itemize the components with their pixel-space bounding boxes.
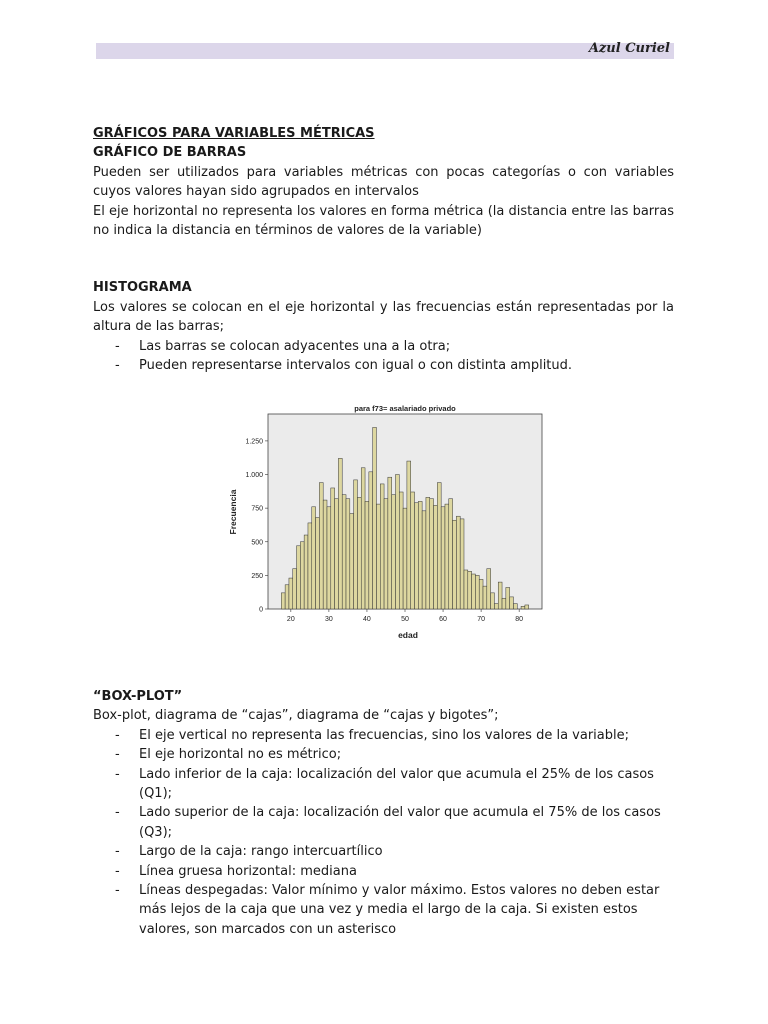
x-tick-label: 20: [286, 616, 295, 623]
histogram-bar: [437, 483, 441, 609]
histogram-bar: [338, 458, 342, 609]
section-subtitle-bar-chart: GRÁFICO DE BARRAS: [93, 145, 247, 161]
histogram-bar: [521, 606, 525, 609]
histogram-bar: [316, 518, 320, 609]
x-tick-label: 50: [401, 616, 409, 623]
histogram-bar: [323, 500, 327, 609]
y-tick-label: 250: [251, 572, 263, 580]
histogram-bar: [475, 575, 479, 609]
list-item: - Lado superior de la caja: localización del valor que acumula el 75% de los casos (Q3);: [93, 803, 674, 842]
section-title-metric-graphs: GRÁFICOS PARA VARIABLES MÉTRICAS: [93, 126, 375, 141]
histogram-bar: [453, 520, 457, 609]
histogram-svg: [222, 400, 544, 646]
y-axis-ticks: [245, 438, 268, 613]
chart-title: para f73= asalariado privado: [354, 404, 456, 413]
y-tick-label: 0: [259, 606, 263, 614]
histogram-bar: [407, 461, 411, 609]
histogram-bar: [361, 468, 365, 609]
boxplot-list: [93, 726, 674, 939]
histogram-bar: [491, 593, 495, 609]
list-item: - Línea gruesa horizontal: mediana: [93, 862, 674, 881]
list-item: - Pueden representarse intervalos con igual o con distinta amplitud.: [93, 356, 674, 375]
section-title-boxplot: “BOX-PLOT”: [93, 689, 183, 704]
histogram-bar: [426, 497, 430, 609]
histogram-bar: [308, 523, 312, 609]
x-axis-label: edad: [398, 630, 418, 640]
section-title-histogram: HISTOGRAMA: [93, 280, 192, 296]
histogram-bar: [369, 472, 373, 609]
histogram-bar: [487, 569, 491, 609]
list-item: - Las barras se colocan adyacentes una a la otra;: [93, 337, 674, 356]
list-item: - Lado inferior de la caja: localización del valor que acumula el 25% de los casos (Q1);: [93, 765, 674, 804]
histogram-bar: [525, 605, 529, 609]
list-item: - El eje vertical no representa las frecuencias, sino los valores de la variable;: [93, 726, 674, 745]
header-bar: [96, 43, 674, 59]
author-name: Azul Curiel: [588, 41, 670, 56]
histogram-bar: [494, 604, 498, 609]
x-tick-label: 40: [363, 616, 371, 623]
list-item: - El eje horizontal no es métrico;: [93, 745, 674, 764]
y-tick-label: 500: [251, 539, 263, 547]
histogram-bar: [331, 488, 335, 609]
y-tick-label: 750: [251, 505, 263, 513]
x-tick-label: 60: [439, 616, 447, 623]
histogram-bar: [376, 504, 380, 609]
histogram-bar: [297, 546, 301, 609]
histogram-bar: [293, 569, 297, 609]
histogram-bar: [483, 586, 487, 609]
histogram-bar: [304, 535, 308, 609]
histogram-bar: [449, 499, 453, 609]
histogram-bar: [357, 497, 361, 609]
histogram-bar: [418, 501, 422, 609]
histogram-bar: [468, 571, 472, 609]
histogram-bar: [281, 593, 285, 609]
histogram-bar: [365, 501, 369, 609]
histogram-bar: [403, 508, 407, 609]
histogram-bar: [327, 507, 331, 609]
histogram-bar: [445, 504, 449, 609]
histogram-chart: [222, 400, 544, 646]
histogram-bar: [510, 597, 514, 609]
histogram-bar: [319, 483, 323, 609]
histogram-bar: [464, 570, 468, 609]
histogram-bar: [456, 516, 460, 609]
histogram-bar: [392, 495, 396, 609]
histogram-bar: [388, 477, 392, 609]
histogram-bar: [335, 499, 339, 609]
histogram-bar: [380, 484, 384, 609]
histogram-bar: [506, 587, 510, 609]
main-content: [93, 124, 674, 375]
histogram-bar: [399, 492, 403, 609]
spacer: [93, 240, 674, 278]
histogram-bar: [472, 574, 476, 609]
histogram-bar: [300, 542, 304, 609]
paragraph-histogram: Los valores se colocan en el eje horizontal y las frecuencias están representadas por la altura de las barras;: [93, 299, 674, 335]
histogram-bar: [384, 499, 388, 609]
histogram-bar: [373, 427, 377, 609]
list-item: - Largo de la caja: rango intercuartílico: [93, 842, 674, 861]
histogram-bar: [441, 507, 445, 609]
histogram-bar: [513, 604, 517, 609]
histogram-bar: [395, 475, 399, 609]
y-tick-label: 1.000: [245, 472, 263, 480]
x-tick-label: 30: [324, 616, 333, 623]
histogram-bar: [350, 514, 354, 609]
histogram-bar: [342, 495, 346, 609]
histogram-bar: [354, 480, 358, 609]
histogram-bar: [430, 499, 434, 609]
histogram-bar: [346, 499, 350, 609]
x-tick-label: 70: [477, 616, 486, 623]
paragraph-bar-chart-usage: Pueden ser utilizados para variables métricas con pocas categorías o con variables cuyos valores hayan sido agrupados en intervalos: [93, 164, 674, 200]
histogram-bar: [289, 578, 293, 609]
histogram-list: [93, 337, 674, 376]
histogram-bar: [411, 492, 415, 609]
boxplot-section: [93, 687, 674, 939]
list-item: - Líneas despegadas: Valor mínimo y valor máximo. Estos valores no deben estar más lejos de la caja que una vez y media el largo de la caja. Si existen estos valores, son marcados con un asterisco: [93, 881, 674, 939]
y-tick-label: 1.250: [245, 438, 263, 446]
histogram-bar: [498, 582, 502, 609]
histogram-bar: [312, 507, 316, 609]
x-tick-label: 80: [515, 616, 524, 623]
paragraph-boxplot: Box-plot, diagrama de “cajas”, diagrama de “cajas y bigotes”;: [93, 708, 499, 724]
paragraph-bar-chart-axis: El eje horizontal no representa los valores en forma métrica (la distancia entre las barras no indica la distancia en términos de valores de la variable): [93, 203, 674, 239]
histogram-bar: [415, 503, 419, 609]
histogram-bar: [434, 505, 438, 609]
histogram-bar: [422, 511, 426, 609]
histogram-bar: [502, 598, 506, 609]
histogram-bar: [460, 519, 464, 609]
histogram-bar: [479, 579, 483, 609]
x-axis-ticks: [287, 609, 523, 623]
histogram-bar: [285, 585, 289, 609]
y-axis-label: Frecuencia: [228, 489, 238, 535]
